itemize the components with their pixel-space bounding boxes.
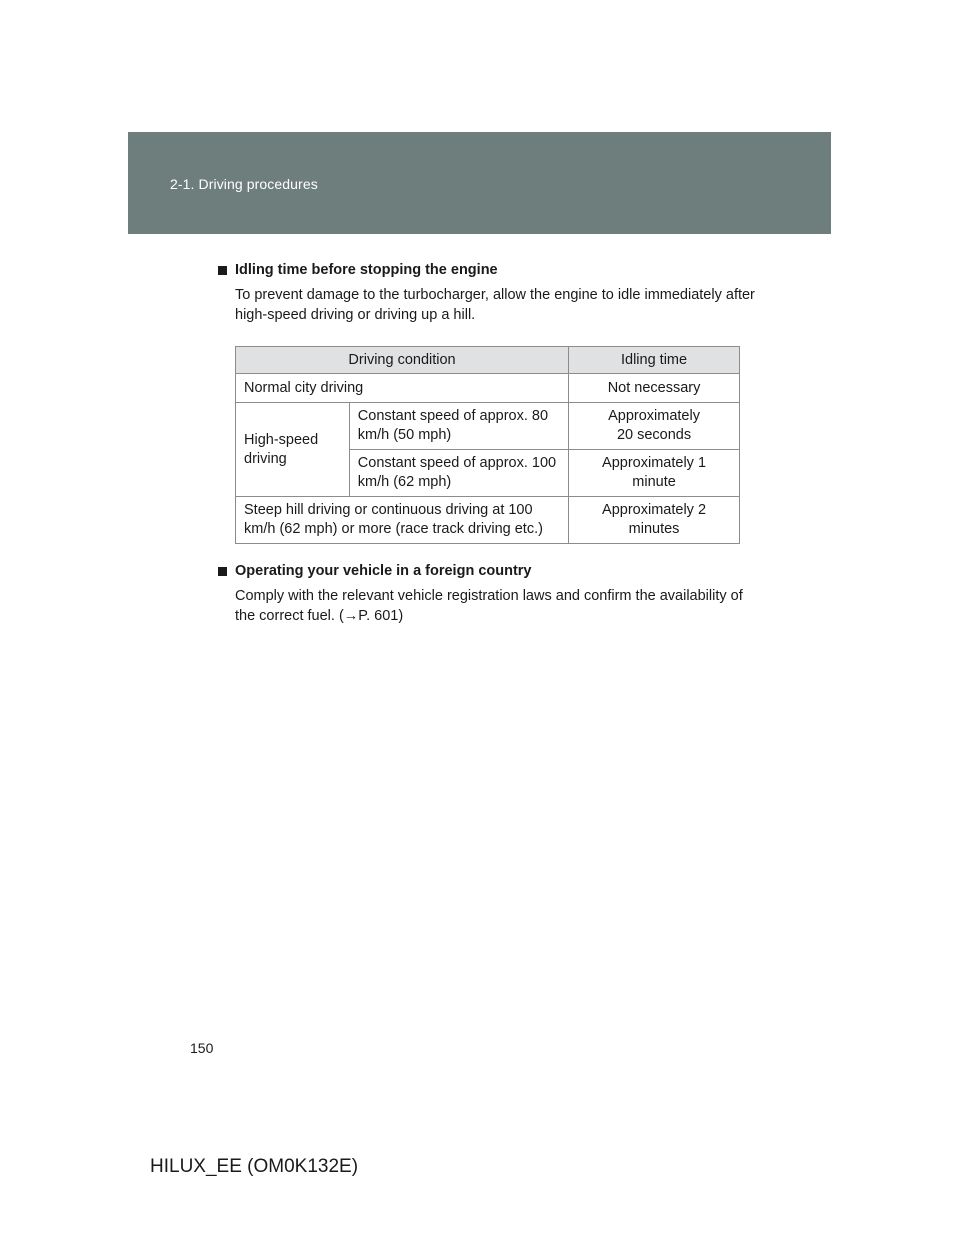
table-row: [236, 374, 740, 403]
page-content: [218, 260, 758, 626]
time-cell: Approximately 20 seconds: [569, 403, 740, 450]
time-cell: Approximately 1 minute: [569, 450, 740, 497]
idling-section: [218, 260, 758, 544]
table-row: [236, 497, 740, 544]
square-bullet-icon: [218, 266, 227, 275]
page-number: 150: [190, 1040, 214, 1056]
condition-cell: Constant speed of approx. 80 km/h (50 mph): [349, 403, 568, 450]
section-header-band: [128, 132, 831, 234]
section-heading: [218, 561, 758, 581]
time-cell: Not necessary: [569, 374, 740, 403]
table-row: [236, 403, 740, 450]
column-header-condition: Driving condition: [236, 347, 569, 374]
section-heading: [218, 260, 758, 280]
condition-cell: Steep hill driving or continuous driving at 100 km/h (62 mph) or more (race track driving etc.): [236, 497, 569, 544]
manual-code: HILUX_EE (OM0K132E): [150, 1156, 359, 1177]
section-body: Comply with the relevant vehicle registration laws and confirm the availability of the correct fuel. (→P. 601): [235, 588, 743, 624]
time-cell: Approximately 2 minutes: [569, 497, 740, 544]
column-header-time: Idling time: [569, 347, 740, 374]
heading-text: Idling time before stopping the engine: [235, 262, 498, 278]
condition-cell: Normal city driving: [236, 374, 569, 403]
condition-cell: Constant speed of approx. 100 km/h (62 mph): [349, 450, 568, 497]
table-header-row: [236, 347, 740, 374]
section-body: To prevent damage to the turbocharger, allow the engine to idle immediately after high-speed driving or driving up a hill.: [235, 287, 755, 323]
section-title: 2-1. Driving procedures: [170, 176, 318, 192]
foreign-country-section: [218, 561, 758, 626]
heading-text: Operating your vehicle in a foreign country: [235, 563, 532, 579]
square-bullet-icon: [218, 567, 227, 576]
group-cell: High-speed driving: [236, 403, 350, 497]
idling-time-table: [235, 346, 740, 544]
